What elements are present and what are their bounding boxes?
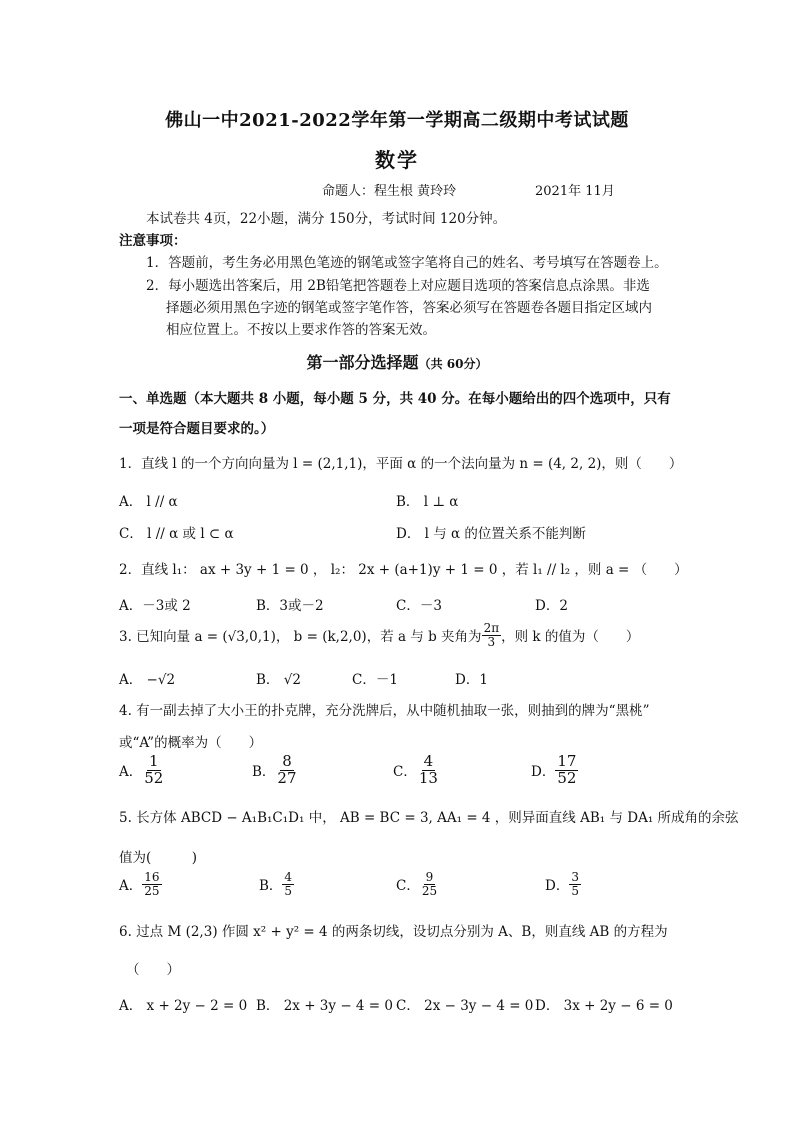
q3-angle-den: 3 [487, 634, 496, 649]
q2-option-b: B．3或－2 [256, 598, 324, 614]
intro-text: 本试卷共 4页，22小题，满分 150分，考试时间 120分钟。 [146, 211, 507, 227]
q5-option-a-num: 16 [144, 870, 160, 884]
notice-item-2-cont: 择题必须用黑色字迹的钢笔或签字笔作答，答案必须写在答题卷各题目指定区域内 [166, 300, 652, 316]
q2-option-a: A．－3或 2 [119, 598, 191, 614]
q4-option-c-num: 4 [423, 752, 434, 770]
q6-stem-cont: （ ） [126, 962, 180, 978]
q5-option-a [119, 871, 162, 897]
q5-option-b-den: 5 [284, 883, 293, 898]
exam-date: 2021年 11月 [535, 184, 615, 199]
part1-instructions: 一、单选题（本大题共 8 小题，每小题 5 分，共 40 分。在每小题给出的四个选项中，只有 [119, 391, 671, 407]
q5-stem-cont: 值为( ) [119, 850, 198, 866]
q4-stem-cont: 或“A”的概率为（ ） [119, 735, 263, 751]
q4-option-c-label: C． [393, 764, 417, 781]
authors: 命题人：程生根 黄玲玲 [322, 184, 457, 199]
q4-option-a-num: 1 [149, 752, 159, 770]
section-score: （共 60分） [418, 357, 488, 371]
q4-option-c-den: 13 [418, 768, 438, 787]
q3-option-a: A． −√2 [119, 672, 176, 688]
q4-option-d-label: D． [531, 764, 556, 781]
q4-option-b-den: 27 [277, 768, 297, 787]
q5-option-d-label: D． [545, 878, 570, 895]
notice-item-2-cont2: 相应位置上。不按以上要求作答的答案无效。 [166, 322, 436, 338]
q6-option-d: D． 3x + 2y − 6 = 0 [535, 998, 673, 1014]
q5-option-d-fraction [569, 871, 581, 897]
q4-option-a-label: A． [119, 764, 143, 781]
q4-option-b [252, 754, 299, 787]
q5-option-d-den: 5 [571, 883, 579, 898]
q6-option-b: B． 2x + 3y − 4 = 0 [256, 998, 393, 1014]
q3-stem-post: ，则 k 的值为（ ） [501, 629, 640, 646]
q6-option-a: A． x + 2y − 2 = 0 [119, 998, 248, 1014]
q4-option-d-den: 52 [557, 768, 577, 787]
q5-option-d-num: 3 [571, 870, 579, 884]
q1-option-b: B． l ⊥ α [396, 494, 459, 510]
section-title [0, 350, 794, 373]
q5-option-d [545, 871, 581, 897]
subject-title: 数学 [375, 148, 419, 172]
q3-option-b: B． √2 [256, 672, 301, 688]
q5-option-c-den: 25 [421, 883, 438, 898]
q2-stem: 2．直线 l₁： ax + 3y + 1 = 0 ， l₂： 2x + (a+1)y + 1 = 0 ，若 l₁ // l₂ ，则 a = （ ） [119, 562, 688, 578]
q4-option-a-den: 52 [144, 768, 164, 787]
notice-heading: 注意事项： [119, 233, 187, 249]
q5-option-b-fraction [282, 871, 294, 897]
q5-option-b-label: B． [259, 878, 283, 895]
q4-option-a [119, 754, 165, 787]
q1-stem: 1．直线 l 的一个方向向量为 l = (2,1,1)，平面 α 的一个法向量为 n = (4, 2, 2)，则（ ） [119, 456, 683, 472]
q4-option-d [531, 754, 578, 787]
q4-option-d-num: 17 [557, 752, 577, 770]
q5-option-c [396, 871, 439, 897]
q5-option-a-den: 25 [144, 883, 160, 898]
q3-option-c: C．－1 [352, 672, 398, 688]
q3-stem-pre: 3. 已知向量 a = (√3,0,1)， b = (k,2,0)，若 a 与 b 夹角为 [119, 629, 482, 646]
notice-item-1: 1．答题前，考生务必用黑色笔迹的钢笔或签字笔将自己的姓名、考号填写在答题卷上。 [146, 255, 668, 271]
q5-option-a-fraction [142, 871, 161, 897]
q4-stem: 4. 有一副去掉了大小王的扑克牌，充分洗牌后，从中随机抽取一张，则抽到的牌为“黑桃” [119, 703, 650, 719]
q6-option-c: C． 2x − 3y − 4 = 0 [396, 998, 534, 1014]
section-title-text: 第一部分选择题 [306, 353, 419, 372]
q4-option-b-label: B． [252, 764, 276, 781]
q1-option-d: D． l 与 α 的位置关系不能判断 [396, 526, 586, 542]
q3-angle-fraction [482, 622, 502, 648]
q5-stem: 5. 长方体 ABCD − A₁B₁C₁D₁ 中， AB = BC = 3, AA₁ = 4 ，则异面直线 AB₁ 与 DA₁ 所成角的余弦 [119, 810, 739, 826]
q1-option-a: A． l // α [119, 494, 178, 510]
exam-title: 佛山一中2021-2022学年第一学期高二级期中考试试题 [165, 110, 629, 131]
q3-option-d: D．1 [455, 672, 488, 688]
q5-option-c-num: 9 [425, 870, 434, 884]
q4-option-c [393, 754, 440, 787]
q3-angle-num: 2π [483, 621, 500, 635]
q6-stem: 6. 过点 M (2,3) 作圆 x² + y² = 4 的两条切线，设切点分别为 A、B，则直线 AB 的方程为 [119, 924, 668, 940]
q2-option-d: D．2 [535, 598, 568, 614]
q2-option-c: C．－3 [396, 598, 442, 614]
q5-option-c-label: C． [396, 878, 420, 895]
q5-option-c-fraction [420, 871, 439, 897]
q4-option-a-fraction [142, 754, 165, 787]
q5-option-b [259, 871, 294, 897]
q4-option-d-fraction [555, 754, 578, 787]
q4-option-b-num: 8 [282, 752, 292, 770]
notice-item-2: 2．每小题选出答案后，用 2B铅笔把答题卷上对应题目选项的答案信息点涂黑。非选 [146, 278, 650, 294]
q3-stem [119, 622, 639, 648]
q1-option-c: C． l // α 或 l ⊂ α [119, 526, 234, 542]
q5-option-b-num: 4 [284, 870, 293, 884]
q4-option-c-fraction [417, 754, 440, 787]
q4-option-b-fraction [275, 754, 298, 787]
part1-instructions-cont: 一项是符合题目要求的。） [119, 421, 275, 437]
q5-option-a-label: A． [119, 878, 143, 895]
